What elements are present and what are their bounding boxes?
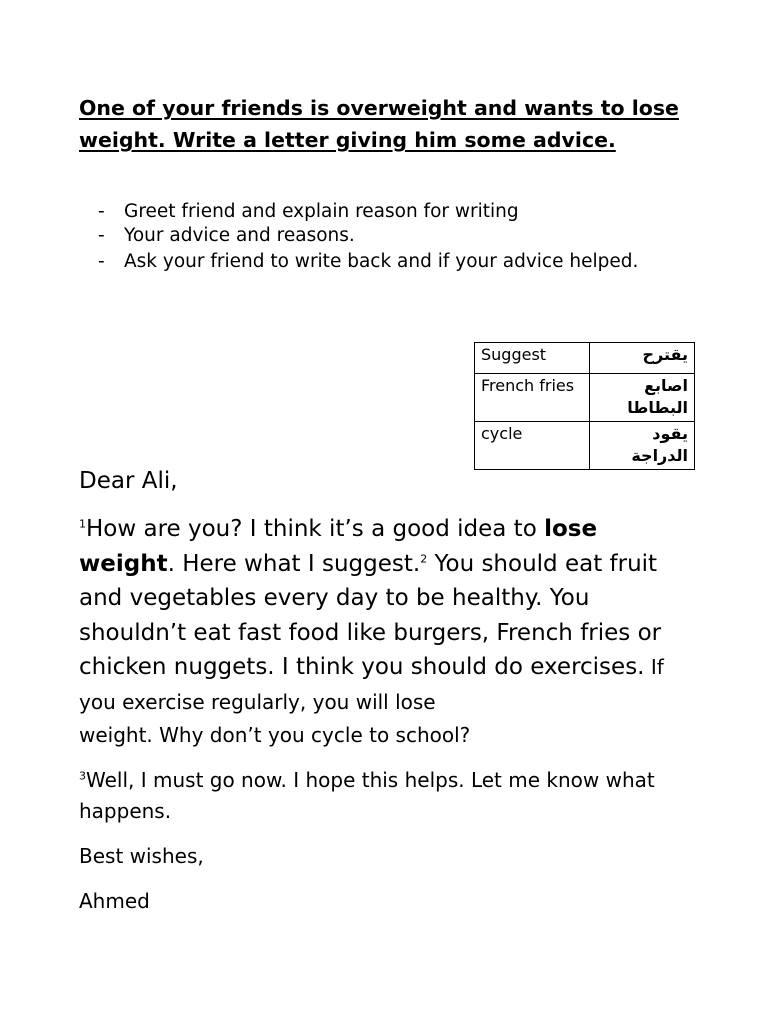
bullet-dash: - [98, 225, 105, 246]
vocab-arabic: يقود الدراجة [590, 422, 695, 470]
vocab-arabic: يقترح [590, 343, 695, 374]
vocabulary-row [475, 374, 695, 422]
task-bullet-list [98, 200, 658, 275]
task-bullet [98, 200, 658, 224]
letter-paragraph-1 [79, 512, 699, 751]
paragraph-marker: 2 [420, 551, 428, 565]
letter-greeting: Dear Ali, [79, 468, 178, 494]
letter-body [79, 462, 699, 917]
bullet-dash: - [98, 201, 105, 222]
paragraph-marker: 1 [79, 517, 86, 531]
vocab-arabic: اصابع البطاطا [590, 374, 695, 422]
bullet-text: Your advice and reasons. [124, 225, 355, 246]
vocabulary-row [475, 343, 695, 374]
letter-signature: Ahmed [79, 889, 150, 913]
closing-paragraph-text: Well, I must go now. I hope this helps. Let me know what happens. [79, 768, 655, 823]
task-bullet [98, 248, 658, 275]
task-title: One of your friends is overweight and wants to lose weight. Write a letter giving him some advice. [79, 96, 679, 152]
bullet-text: Ask your friend to write back and if your advice helped. [124, 251, 639, 272]
task-bullet [98, 224, 658, 248]
letter-paragraph-2 [79, 765, 699, 827]
bullet-dash: - [98, 251, 105, 272]
exercise-text: If you exercise regularly, you will lose [79, 655, 664, 714]
cycle-question: weight. Why don’t you cycle to school? [79, 723, 471, 747]
advice-text: You should eat fruit and vegetables every day to be healthy. You shouldn’t eat fast food like burgers, French fries or chicken nuggets. I think you should do exercises. [79, 550, 662, 680]
bullet-text: Greet friend and explain reason for writing [124, 201, 519, 222]
intro-text: How are you? I think it’s a good idea to [86, 516, 545, 542]
letter-closing: Best wishes, [79, 844, 204, 868]
vocab-english: Suggest [475, 343, 590, 374]
vocabulary-table [474, 342, 695, 470]
suggest-text: . Here what I suggest. [167, 550, 421, 577]
vocab-english: cycle [475, 422, 590, 470]
key-phrase: lose weight [79, 516, 598, 577]
paragraph-marker: 3 [79, 769, 86, 783]
vocab-english: French fries [475, 374, 590, 422]
